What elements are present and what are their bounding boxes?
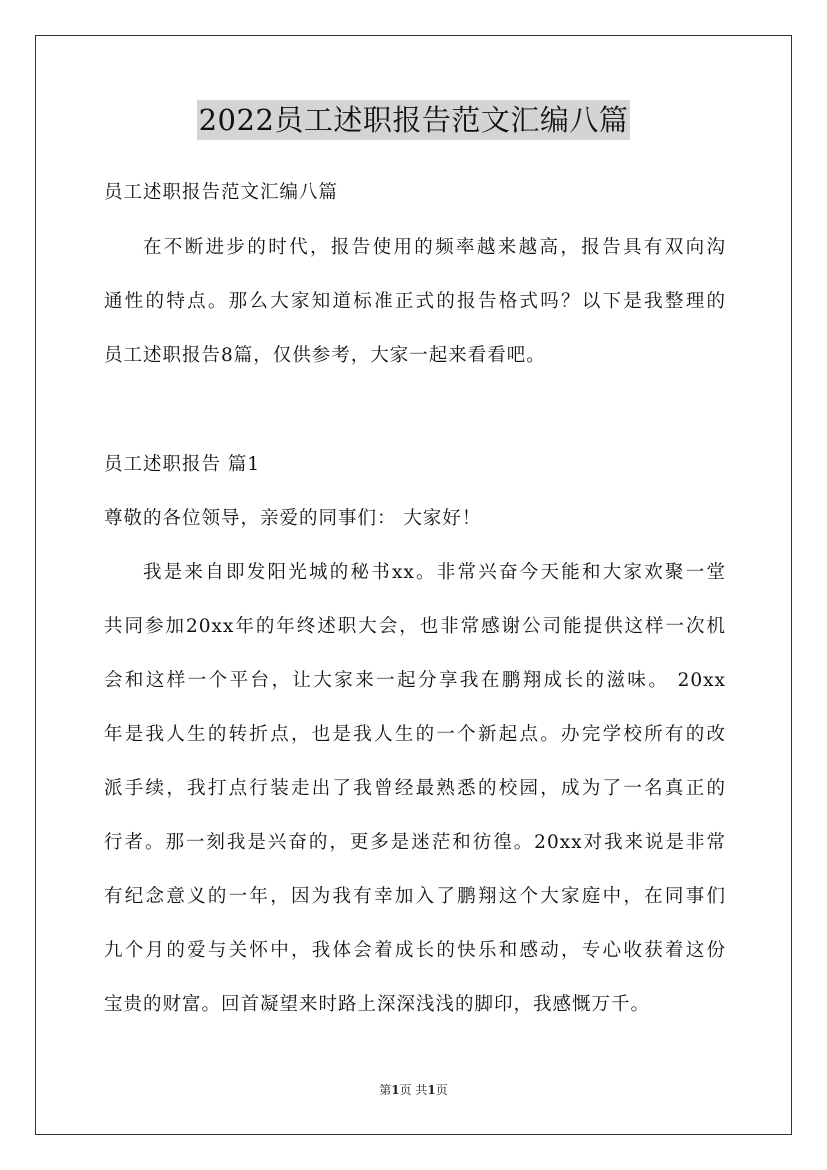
footer-prefix: 第 [379,1083,392,1097]
body-line-6: 行者。那一刻我是兴奋的，更多是迷茫和彷徨。20xx对我来说是非常 [104,832,726,853]
body-line-9: 宝贵的财富。回首凝望来时路上深深浅浅的脚印，我感慨万千。 [104,994,651,1015]
document-title: 2022员工述职报告范文汇编八篇 [197,100,631,140]
title-container [0,100,827,140]
section-heading: 员工述职报告 篇1 [104,454,261,475]
body-line-4: 年是我人生的转折点，也是我人生的一个新起点。办完学校所有的改 [104,724,726,745]
document-subtitle: 员工述职报告范文汇编八篇 [104,182,339,203]
footer-page-number: 1 [391,1083,400,1097]
intro-line-3: 员工述职报告8篇，仅供参考，大家一起来看看吧。 [104,345,546,366]
footer-page-total: 1 [427,1083,436,1097]
body-line-3: 会和这样一个平台，让大家来一起分享我在鹏翔成长的滋味。 20xx [104,670,726,691]
body-line-1: 我是来自即发阳光城的秘书xx。非常兴奋今天能和大家欢聚一堂 [143,562,726,583]
body-line-7: 有纪念意义的一年，因为我有幸加入了鹏翔这个大家庭中，在同事们 [104,886,726,907]
body-line-2: 共同参加20xx年的年终述职大会，也非常感谢公司能提供这样一次机 [104,616,726,637]
footer-mid: 页 共 [399,1083,428,1097]
footer-suffix: 页 [435,1083,448,1097]
page-footer [0,1082,827,1098]
intro-line-2: 通性的特点。那么大家知道标准正式的报告格式吗？以下是我整理的 [104,291,726,312]
body-line-8: 九个月的爱与关怀中，我体会着成长的快乐和感动，专心收获着这份 [104,940,726,961]
body-line-5: 派手续，我打点行装走出了我曾经最熟悉的校园，成为了一名真正的 [104,778,726,799]
greeting-line: 尊敬的各位领导，亲爱的同事们： 大家好！ [104,508,482,529]
intro-line-1: 在不断进步的时代，报告使用的频率越来越高，报告具有双向沟 [143,237,726,258]
